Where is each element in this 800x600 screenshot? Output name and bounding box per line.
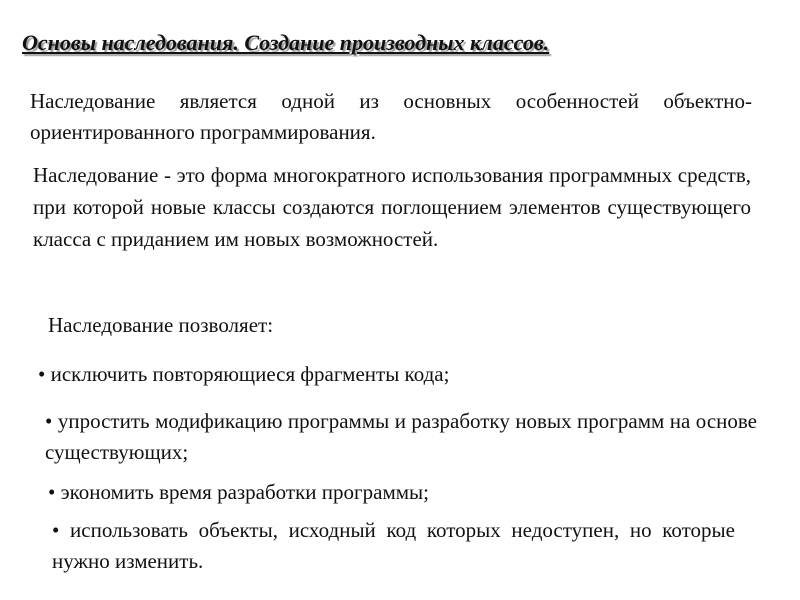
- list-item-text: использовать объекты, исходный код которых недоступен, но которые нужно изменить.: [52, 518, 735, 573]
- slide-title: Основы наследования. Создание производных классов.: [22, 30, 550, 55]
- bullet-icon: •: [48, 480, 56, 504]
- bullet-icon: •: [38, 362, 46, 386]
- list-item-text: экономить время разработки программы;: [60, 480, 429, 504]
- list-item: [38, 359, 758, 390]
- list-item: [45, 406, 757, 468]
- bullet-icon: •: [52, 518, 60, 542]
- paragraph-definition-intro: Наследование является одной из основных особенностей объектно-ориентированного программирования.: [30, 89, 752, 144]
- list-item: [48, 477, 748, 508]
- list-item-text: упростить модификацию программы и разработку новых программ на основе существующих;: [45, 409, 758, 464]
- paragraph-definition: Наследование - это форма многократного использования программных средств, при которой новые классы создаются поглощением элементов существующего класса с приданием им новых возможностей.: [33, 163, 751, 251]
- list-lead: Наследование позволяет:: [48, 313, 274, 337]
- list-item: [52, 515, 735, 577]
- bullet-icon: •: [45, 409, 53, 433]
- list-item-text: исключить повторяющиеся фрагменты кода;: [50, 362, 450, 386]
